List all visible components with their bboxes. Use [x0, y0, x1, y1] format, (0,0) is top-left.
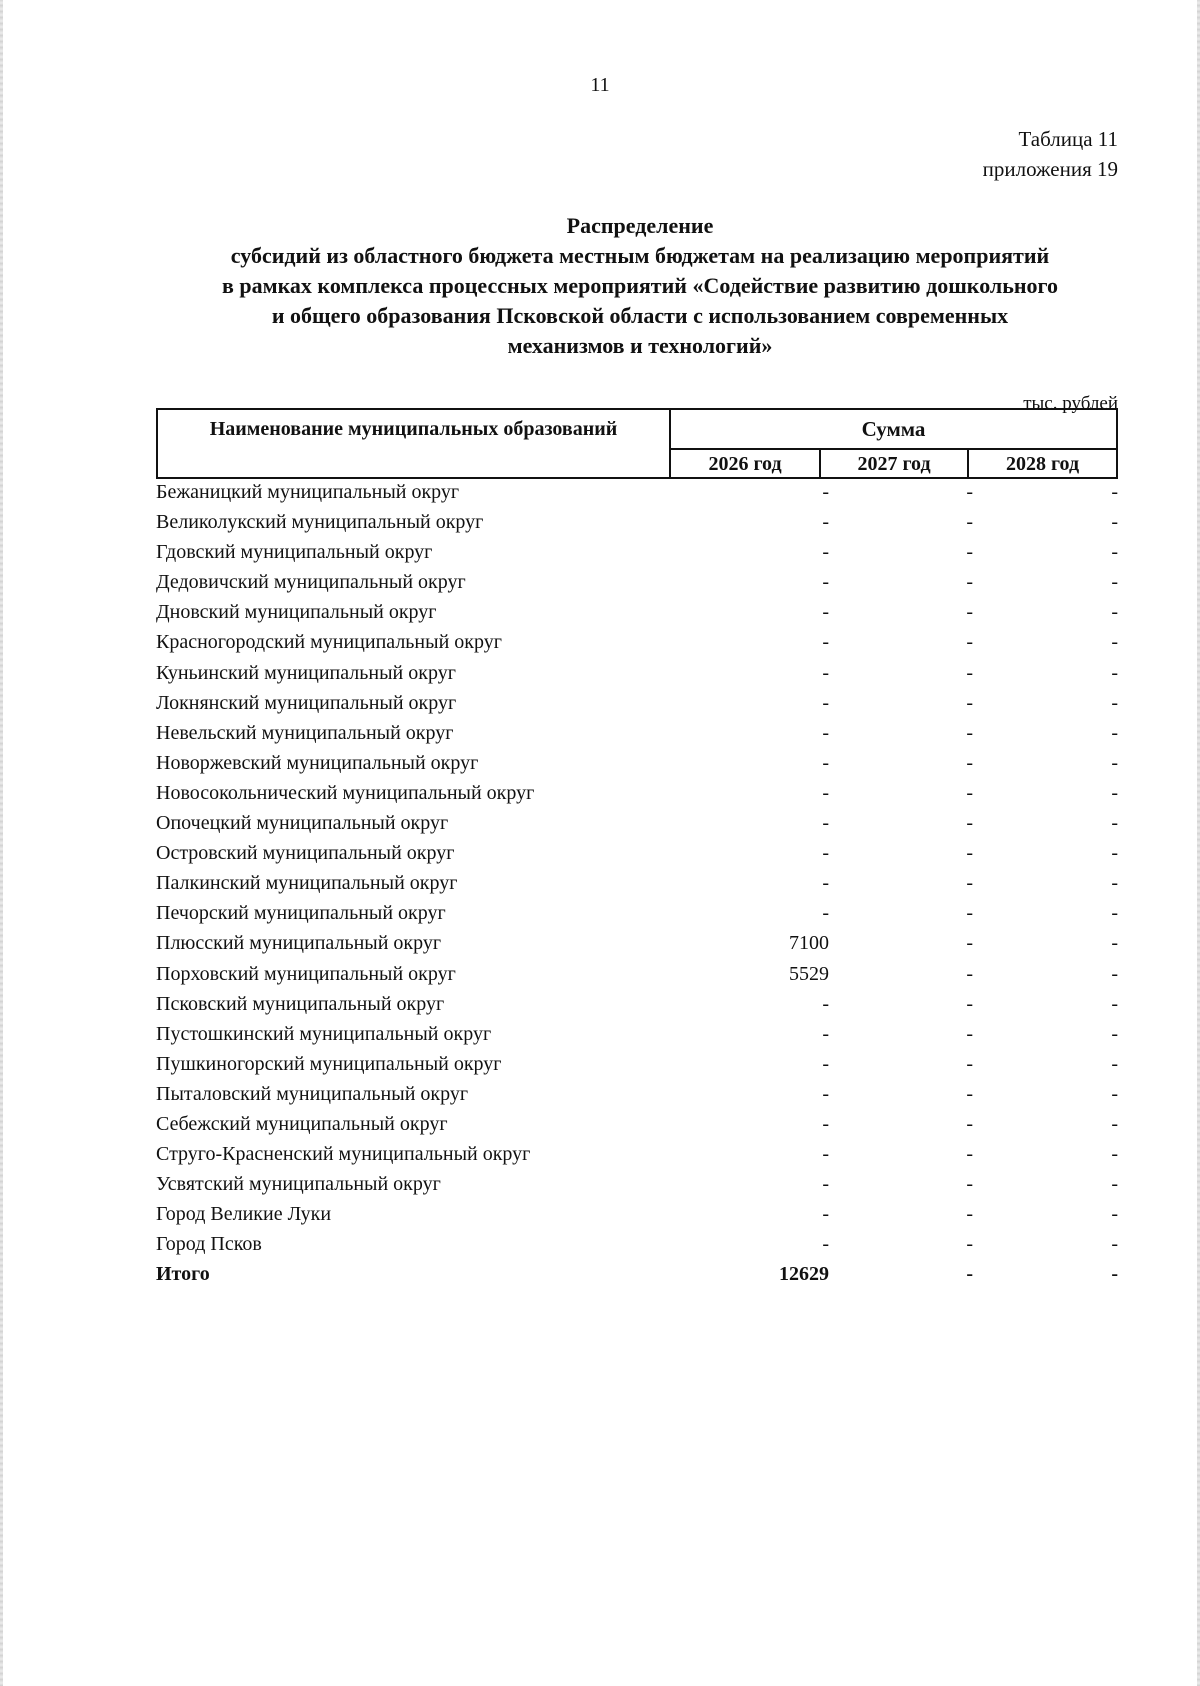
row-value-2026: -	[822, 1233, 829, 1256]
row-value-2026: -	[822, 661, 829, 684]
table-row	[156, 571, 1118, 601]
row-value-2028: -	[1111, 781, 1118, 804]
table-row	[156, 1143, 1118, 1173]
row-value-2028: -	[1111, 1173, 1118, 1196]
row-value-2027: -	[966, 691, 973, 714]
row-value-2028: -	[1111, 812, 1118, 835]
row-name: Дедовичский муниципальный округ	[156, 571, 466, 594]
row-value-2026: -	[822, 1052, 829, 1075]
table-row	[156, 511, 1118, 541]
row-value-2027: -	[966, 1112, 973, 1135]
row-value-2027: -	[966, 541, 973, 564]
row-value-2027: -	[966, 1173, 973, 1196]
table-row	[156, 1113, 1118, 1143]
row-value-2028: -	[1111, 1112, 1118, 1135]
row-value-2026: -	[822, 781, 829, 804]
table-row	[156, 631, 1118, 661]
row-value-2028: -	[1111, 1203, 1118, 1226]
row-name: Палкинский муниципальный округ	[156, 872, 458, 895]
total-row	[156, 1263, 1118, 1293]
header-year-2026: 2026 год	[671, 450, 821, 477]
row-name: Опочецкий муниципальный округ	[156, 812, 449, 835]
table-row	[156, 872, 1118, 902]
row-value-2027: -	[966, 1052, 973, 1075]
row-value-2027: -	[966, 1233, 973, 1256]
row-value-2027: -	[966, 631, 973, 654]
row-value-2027: -	[966, 872, 973, 895]
row-value-2026: -	[822, 812, 829, 835]
row-name: Псковский муниципальный округ	[156, 992, 445, 1015]
row-value-2027: -	[966, 992, 973, 1015]
header-sum: Сумма	[671, 410, 1116, 450]
table-row	[156, 481, 1118, 511]
row-value-2026: -	[822, 541, 829, 564]
header-name-column: Наименование муниципальных образований	[158, 410, 671, 477]
row-value-2028: -	[1111, 511, 1118, 534]
row-value-2026: -	[822, 511, 829, 534]
row-value-2027: -	[966, 511, 973, 534]
table-row	[156, 993, 1118, 1023]
row-value-2026: -	[822, 902, 829, 925]
row-value-2027: -	[966, 932, 973, 955]
row-name: Порховский муниципальный округ	[156, 962, 456, 985]
row-value-2028: -	[1111, 1143, 1118, 1166]
title-line-4: и общего образования Псковской области с использованием современных	[271, 303, 1009, 328]
table-row	[156, 752, 1118, 782]
total-value-2028: -	[1111, 1263, 1118, 1286]
row-value-2028: -	[1111, 1052, 1118, 1075]
table-row	[156, 662, 1118, 692]
table-row	[156, 1053, 1118, 1083]
total-label: Итого	[156, 1263, 210, 1286]
page-number: 11	[590, 74, 610, 96]
row-value-2028: -	[1111, 541, 1118, 564]
title-line-3: в рамках комплекса процессных мероприятий «Содействие развитию дошкольного	[221, 273, 1058, 298]
table-body	[156, 481, 1118, 1294]
row-name: Великолукский муниципальный округ	[156, 511, 484, 534]
row-value-2028: -	[1111, 962, 1118, 985]
title-line-5: механизмов и технологий»	[507, 333, 773, 358]
row-name: Печорский муниципальный округ	[156, 902, 446, 925]
row-value-2026: 7100	[789, 932, 829, 955]
table-row	[156, 1023, 1118, 1053]
row-value-2028: -	[1111, 571, 1118, 594]
row-value-2028: -	[1111, 1022, 1118, 1045]
row-value-2028: -	[1111, 481, 1118, 503]
total-value-2027: -	[966, 1263, 973, 1286]
table-row	[156, 541, 1118, 571]
row-name: Себежский муниципальный округ	[156, 1112, 448, 1135]
row-value-2027: -	[966, 902, 973, 925]
table-row	[156, 722, 1118, 752]
row-value-2028: -	[1111, 751, 1118, 774]
row-value-2026: -	[822, 691, 829, 714]
row-name: Новосокольнический муниципальный округ	[156, 781, 535, 804]
row-value-2028: -	[1111, 992, 1118, 1015]
table-row	[156, 782, 1118, 812]
row-value-2027: -	[966, 721, 973, 744]
row-value-2026: -	[822, 1112, 829, 1135]
row-value-2027: -	[966, 1203, 973, 1226]
table-row	[156, 601, 1118, 631]
title-line-1: Распределение	[566, 213, 714, 238]
table-row	[156, 932, 1118, 962]
row-value-2026: -	[822, 1143, 829, 1166]
row-name: Гдовский муниципальный округ	[156, 541, 433, 564]
row-name: Струго-Красненский муниципальный округ	[156, 1143, 531, 1166]
table-row	[156, 1173, 1118, 1203]
table-row	[156, 692, 1118, 722]
table-row	[156, 963, 1118, 993]
row-value-2026: 5529	[789, 962, 829, 985]
row-value-2026: -	[822, 721, 829, 744]
row-name: Пушкиногорский муниципальный округ	[156, 1052, 502, 1075]
row-value-2026: -	[822, 1082, 829, 1105]
table-reference-line2: приложения 19	[982, 157, 1118, 181]
row-value-2028: -	[1111, 601, 1118, 624]
row-value-2028: -	[1111, 691, 1118, 714]
row-value-2027: -	[966, 781, 973, 804]
row-value-2026: -	[822, 751, 829, 774]
row-value-2026: -	[822, 1173, 829, 1196]
row-value-2026: -	[822, 992, 829, 1015]
row-value-2027: -	[966, 962, 973, 985]
row-value-2026: -	[822, 872, 829, 895]
row-value-2028: -	[1111, 1233, 1118, 1256]
row-name: Локнянский муниципальный округ	[156, 691, 457, 714]
table-row	[156, 842, 1118, 872]
row-value-2027: -	[966, 571, 973, 594]
row-value-2026: -	[822, 1022, 829, 1045]
header-year-2027: 2027 год	[821, 450, 969, 477]
row-value-2028: -	[1111, 872, 1118, 895]
row-name: Пыталовский муниципальный округ	[156, 1082, 469, 1105]
row-value-2026: -	[822, 1203, 829, 1226]
table-header	[156, 408, 1118, 479]
scan-edge-left	[0, 0, 3, 1686]
row-value-2027: -	[966, 481, 973, 503]
row-value-2026: -	[822, 481, 829, 503]
row-name: Город Псков	[156, 1233, 262, 1256]
table-reference-line1: Таблица 11	[1018, 127, 1118, 151]
units-label: тыс. рублей	[1023, 393, 1118, 414]
document-title	[150, 211, 1130, 361]
row-name: Пустошкинский муниципальный округ	[156, 1022, 492, 1045]
header-year-2028: 2028 год	[1005, 453, 1080, 475]
row-name: Плюсский муниципальный округ	[156, 932, 442, 955]
row-name: Куньинский муниципальный округ	[156, 661, 456, 684]
table-reference	[983, 124, 1118, 184]
row-value-2028: -	[1111, 1082, 1118, 1105]
row-name: Островский муниципальный округ	[156, 842, 455, 865]
row-value-2027: -	[966, 812, 973, 835]
table-row	[156, 1083, 1118, 1113]
row-name: Красногородский муниципальный округ	[156, 631, 502, 654]
row-value-2028: -	[1111, 932, 1118, 955]
title-line-2: субсидий из областного бюджета местным бюджетам на реализацию мероприятий	[230, 243, 1050, 268]
row-value-2027: -	[966, 661, 973, 684]
table-row	[156, 1233, 1118, 1263]
row-value-2027: -	[966, 1143, 973, 1166]
row-name: Невельский муниципальный округ	[156, 721, 454, 744]
row-value-2027: -	[966, 1082, 973, 1105]
row-value-2028: -	[1111, 661, 1118, 684]
table-row	[156, 812, 1118, 842]
table-row	[156, 1203, 1118, 1233]
row-value-2026: -	[822, 631, 829, 654]
row-value-2028: -	[1111, 631, 1118, 654]
row-name: Город Великие Луки	[156, 1203, 332, 1226]
row-name: Усвятский муниципальный округ	[156, 1173, 441, 1196]
row-value-2027: -	[966, 842, 973, 865]
row-value-2026: -	[822, 571, 829, 594]
table-row	[156, 902, 1118, 932]
row-value-2028: -	[1111, 842, 1118, 865]
row-name: Новоржевский муниципальный округ	[156, 751, 479, 774]
row-value-2027: -	[966, 1022, 973, 1045]
row-value-2027: -	[966, 601, 973, 624]
row-value-2027: -	[966, 751, 973, 774]
row-name: Бежаницкий муниципальный округ	[156, 481, 460, 503]
row-value-2026: -	[822, 601, 829, 624]
row-value-2028: -	[1111, 902, 1118, 925]
row-value-2026: -	[822, 842, 829, 865]
row-value-2028: -	[1111, 721, 1118, 744]
row-name: Дновский муниципальный округ	[156, 601, 437, 624]
total-value-2026: 12629	[779, 1263, 829, 1286]
